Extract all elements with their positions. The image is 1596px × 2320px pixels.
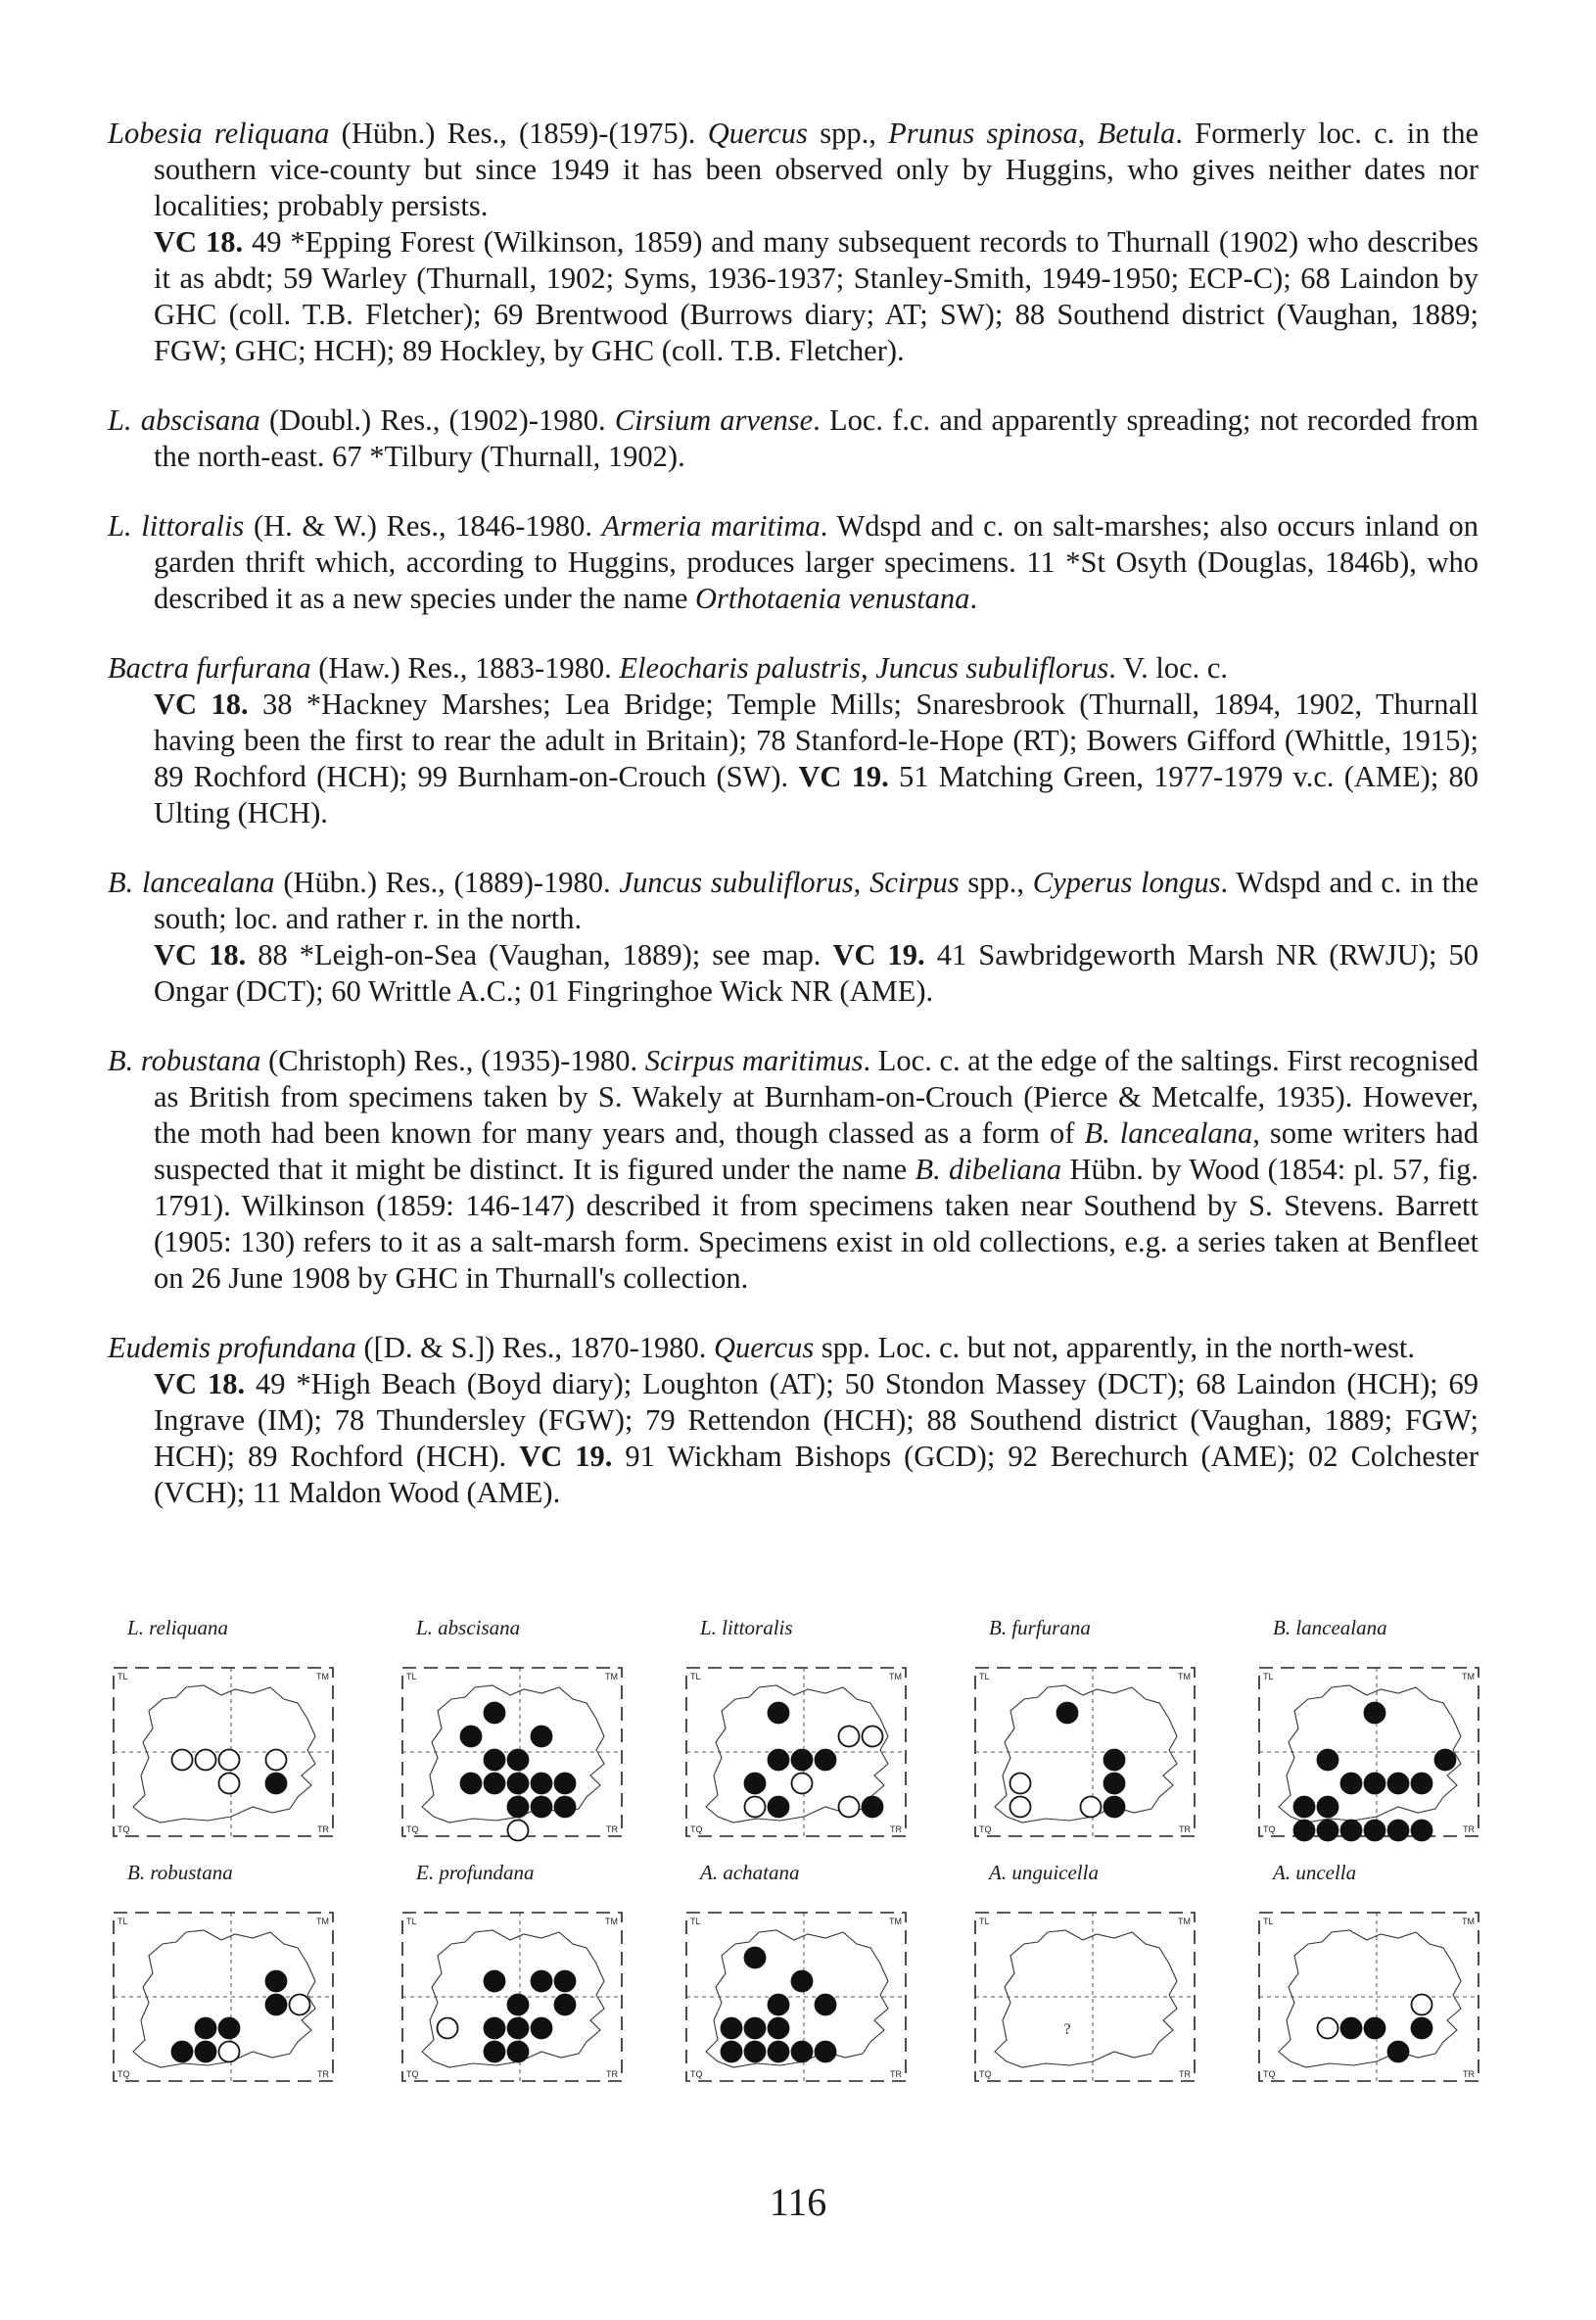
map-svg (967, 1905, 1202, 2091)
record-dot-filled (508, 1797, 529, 1818)
record-dot-filled (816, 1750, 836, 1771)
grid-corner-label: TR (890, 1824, 902, 1834)
uncertain-record-mark: ? (1063, 2021, 1071, 2038)
grid-corner-label: TR (890, 2069, 902, 2079)
record-dot-filled (769, 1797, 789, 1818)
grid-corner-label: TQ (690, 1824, 703, 1834)
record-dot-filled (485, 1774, 505, 1794)
record-dot-filled (555, 1797, 576, 1818)
records-paragraph: VC 18. 49 *Epping Forest (Wilkinson, 1859) and many subsequent records to Thurnall (1902) who describes it as abdt; 59 Warley (Thurnall, 1902; Syms, 1936-1937; Stanley-Smith, 1949-1950; ECP-C); 68 Laindon by GHC (coll. T.B. Fletcher); 69 Brentwood (Burrows diary; AT; SW); 88 Southend district (Vaughan, 1889; FGW; GHC; HCH); 89 Hockley, by GHC (coll. T.B. Fletcher). (154, 225, 1479, 367)
distribution-map (1251, 1905, 1486, 2091)
record-dot-filled (1341, 2018, 1362, 2039)
species-entry-furfurana (108, 650, 1479, 831)
record-dot-filled (1057, 1703, 1078, 1724)
record-dot-filled (219, 2018, 240, 2039)
record-dot-filled (1365, 1774, 1385, 1794)
record-dot-filled (266, 1995, 287, 2015)
grid-corner-label: TL (690, 1672, 701, 1681)
record-dot-filled (1435, 1750, 1456, 1771)
record-dot-filled (555, 1995, 576, 2015)
species-heading-paragraph: L. abscisana (Doubl.) Res., (1902)-1980. Cirsium arvense. Loc. f.c. and apparently spreading; not recorded from the north-east. 67 *Tilbury (Thurnall, 1902). (108, 403, 1479, 473)
record-dot-filled (485, 2018, 505, 2039)
record-dot-filled (1318, 1797, 1338, 1818)
map-svg (106, 1660, 341, 1846)
map-label: B. furfurana (989, 1616, 1091, 1639)
species-entry-profundana (108, 1330, 1479, 1511)
grid-corner-label: TR (317, 2069, 329, 2079)
record-dot-open (839, 1797, 860, 1818)
record-dot-filled (1294, 1797, 1315, 1818)
record-dot-filled (266, 1774, 287, 1794)
grid-corner-label: TR (606, 1824, 618, 1834)
record-dot-filled (1341, 1821, 1362, 1841)
grid-corner-label: TQ (979, 1824, 992, 1834)
county-outline (995, 1930, 1177, 2067)
record-dot-filled (1318, 1821, 1338, 1841)
distribution-map (395, 1905, 630, 2091)
record-dot-open (219, 1774, 240, 1794)
grid-corner-label: TM (1462, 1917, 1475, 1926)
record-dot-open (1010, 1774, 1031, 1794)
map-label: L. littoralis (700, 1616, 793, 1639)
record-dot-filled (485, 1971, 505, 1992)
map-label: L. reliquana (127, 1616, 229, 1639)
record-dot-filled (532, 1774, 552, 1794)
record-dot-filled (745, 2018, 766, 2039)
record-dot-filled (485, 1750, 505, 1771)
species-heading-paragraph: Eudemis profundana ([D. & S.]) Res., 1870-1980. Quercus spp. Loc. c. but not, apparently, in the north-west. (108, 1331, 1416, 1364)
species-entry-littoralis (108, 508, 1479, 617)
grid-corner-label: TM (889, 1917, 902, 1926)
record-dot-filled (1412, 1774, 1432, 1794)
record-dot-filled (769, 1703, 789, 1724)
record-dot-filled (1365, 2018, 1385, 2039)
map-svg (967, 1660, 1202, 1846)
record-dot-filled (508, 2018, 529, 2039)
record-dot-filled (555, 1774, 576, 1794)
map-label: A. achatana (700, 1861, 800, 1884)
record-dot-filled (485, 1703, 505, 1724)
map-label: A. uncella (1273, 1861, 1357, 1884)
record-dot-filled (532, 1797, 552, 1818)
species-entry-robustana (108, 1043, 1479, 1297)
grid-corner-label: TR (1179, 1824, 1191, 1834)
map-svg (395, 1905, 630, 2091)
map-svg (679, 1660, 914, 1846)
record-dot-filled (532, 1971, 552, 1992)
species-heading-paragraph: Lobesia reliquana (Hübn.) Res., (1859)-(1975). Quercus spp., Prunus spinosa, Betula. Formerly loc. c. in the southern vice-county but since 1949 it has been observed only by Huggins, who gives neither dates nor localities; probably persists. (108, 117, 1479, 222)
record-dot-open (290, 1995, 310, 2015)
record-dot-filled (816, 1995, 836, 2015)
grid-corner-label: TL (979, 1672, 990, 1681)
record-dot-filled (1388, 1774, 1409, 1794)
grid-corner-label: TR (606, 2069, 618, 2079)
record-dot-filled (1365, 1821, 1385, 1841)
grid-corner-label: TM (605, 1917, 618, 1926)
grid-corner-label: TL (690, 1917, 701, 1926)
record-dot-filled (1388, 1821, 1409, 1841)
map-label: B. robustana (127, 1861, 233, 1884)
species-text (108, 116, 1479, 1544)
grid-corner-label: TQ (117, 2069, 130, 2079)
map-label: A. unguicella (989, 1861, 1099, 1884)
distribution-map (967, 1905, 1202, 2091)
grid-corner-label: TM (605, 1672, 618, 1681)
map-svg (395, 1660, 630, 1846)
record-dot-open (792, 1774, 813, 1794)
record-dot-filled (722, 2018, 742, 2039)
record-dot-filled (196, 2018, 216, 2039)
record-dot-filled (792, 1750, 813, 1771)
record-dot-filled (792, 2042, 813, 2062)
species-heading-paragraph: B. lancealana (Hübn.) Res., (1889)-1980. Juncus subuliflorus, Scirpus spp., Cyperus longus. Wdspd and c. in the south; loc. and rather r. in the north. (108, 866, 1479, 935)
records-paragraph: VC 18. 38 *Hackney Marshes; Lea Bridge; Temple Mills; Snaresbrook (Thurnall, 1894, 1902, Thurnall having been the first to rear the adult in Britain); 78 Stanford-le-Hope (RT); Bowers Gifford (Whittle, 1915); 89 Rochford (HCH); 99 Burnham-on-Crouch (SW). VC 19. 51 Matching Green, 1977-1979 v.c. (AME); 80 Ulting (HCH). (154, 687, 1479, 829)
record-dot-open (508, 1821, 529, 1841)
species-heading-paragraph: L. littoralis (H. & W.) Res., 1846-1980. Armeria maritima. Wdspd and c. on salt-marshes; also occurs inland on garden thrift which, according to Huggins, produces larger specimens. 11 *St Osyth (Douglas, 1846b), who described it as a new species under the name Orthotaenia venustana. (108, 509, 1479, 615)
distribution-map (1251, 1660, 1486, 1846)
record-dot-filled (769, 2042, 789, 2062)
grid-corner-label: TQ (117, 1824, 130, 1834)
record-dot-filled (745, 2042, 766, 2062)
species-entry-abscisana (108, 402, 1479, 475)
record-dot-open (745, 1797, 766, 1818)
record-dot-open (1010, 1797, 1031, 1818)
map-svg (1251, 1905, 1486, 2091)
record-dot-filled (461, 1774, 482, 1794)
records-paragraph: VC 18. 49 *High Beach (Boyd diary); Loughton (AT); 50 Stondon Massey (DCT); 68 Laindon (HCH); 69 Ingrave (IM); 78 Thundersley (FGW); 79 Rettendon (HCH); 88 Southend district (Vaughan, 1889; FGW; HCH); 89 Rochford (HCH). VC 19. 91 Wickham Bishops (GCD); 92 Berechurch (AME); 02 Colchester (VCH); 11 Maldon Wood (AME). (154, 1367, 1479, 1509)
record-dot-filled (1104, 1797, 1125, 1818)
record-dot-filled (532, 2018, 552, 2039)
record-dot-filled (769, 1750, 789, 1771)
grid-corner-label: TQ (979, 2069, 992, 2079)
record-dot-open (219, 2042, 240, 2062)
record-dot-filled (1318, 1750, 1338, 1771)
record-dot-open (219, 1750, 240, 1771)
map-svg (1251, 1660, 1486, 1846)
grid-corner-label: TL (1263, 1917, 1274, 1926)
record-dot-open (438, 2018, 458, 2039)
record-dot-filled (508, 1774, 529, 1794)
map-label: E. profundana (416, 1861, 535, 1884)
grid-corner-label: TM (1178, 1917, 1191, 1926)
record-dot-open (1318, 2018, 1338, 2039)
grid-corner-label: TM (316, 1672, 329, 1681)
species-entry-lancealana (108, 865, 1479, 1010)
record-dot-filled (555, 1971, 576, 1992)
species-entry-reliquana (108, 116, 1479, 369)
record-dot-filled (1294, 1821, 1315, 1841)
county-outline (1279, 1930, 1461, 2067)
record-dot-filled (863, 1797, 883, 1818)
record-dot-filled (485, 2042, 505, 2062)
distribution-map (679, 1905, 914, 2091)
record-dot-filled (508, 1750, 529, 1771)
grid-corner-label: TM (889, 1672, 902, 1681)
record-dot-filled (816, 2042, 836, 2062)
distribution-map (106, 1660, 341, 1846)
grid-corner-label: TQ (406, 1824, 419, 1834)
record-dot-filled (508, 2042, 529, 2062)
record-dot-open (839, 1727, 860, 1747)
distribution-map (967, 1660, 1202, 1846)
record-dot-open (266, 1750, 287, 1771)
grid-corner-label: TQ (406, 2069, 419, 2079)
grid-corner-label: TL (117, 1917, 128, 1926)
grid-corner-label: TQ (690, 2069, 703, 2079)
grid-corner-label: TR (317, 1824, 329, 1834)
map-svg (106, 1905, 341, 2091)
grid-corner-label: TL (979, 1917, 990, 1926)
distribution-map (395, 1660, 630, 1846)
grid-corner-label: TQ (1263, 1824, 1276, 1834)
record-dot-filled (532, 1727, 552, 1747)
grid-corner-label: TR (1179, 2069, 1191, 2079)
record-dot-filled (1365, 1703, 1385, 1724)
species-heading-paragraph: B. robustana (Christoph) Res., (1935)-1980. Scirpus maritimus. Loc. c. at the edge of the saltings. First recognised as British from specimens taken by S. Wakely at Burnham-on-Crouch (Pierce & Metcalfe, 1935). However, the moth had been known for many years and, though classed as a form of B. lancealana, some writers had suspected that it might be distinct. It is figured under the name B. dibeliana Hübn. by Wood (1854: pl. 57, fig. 1791). Wilkinson (1859: 146-147) described it from specimens taken near Southend by S. Stevens. Barrett (1905: 130) refers to it as a salt-marsh form. Specimens exist in old collections, e.g. a series taken at Benfleet on 26 June 1908 by GHC in Thurnall's collection. (108, 1044, 1479, 1295)
record-dot-filled (1104, 1750, 1125, 1771)
grid-corner-label: TL (117, 1672, 128, 1681)
grid-corner-label: TR (1463, 1824, 1475, 1834)
map-svg (679, 1905, 914, 2091)
grid-corner-label: TQ (1263, 2069, 1276, 2079)
record-dot-open (196, 1750, 216, 1771)
record-dot-filled (745, 1948, 766, 1968)
record-dot-filled (745, 1774, 766, 1794)
record-dot-filled (1341, 1774, 1362, 1794)
record-dot-filled (769, 2018, 789, 2039)
record-dot-filled (508, 1995, 529, 2015)
grid-corner-label: TL (1263, 1672, 1274, 1681)
record-dot-filled (769, 1995, 789, 2015)
record-dot-filled (792, 1971, 813, 1992)
distribution-map (679, 1660, 914, 1846)
grid-corner-label: TM (316, 1917, 329, 1926)
records-paragraph: VC 18. 88 *Leigh-on-Sea (Vaughan, 1889); see map. VC 19. 41 Sawbridgeworth Marsh NR (RWJU); 50 Ongar (DCT); 60 Writtle A.C.; 01 Fingringhoe Wick NR (AME). (154, 938, 1479, 1008)
grid-corner-label: TM (1178, 1672, 1191, 1681)
record-dot-filled (1388, 2042, 1409, 2062)
species-heading-paragraph: Bactra furfurana (Haw.) Res., 1883-1980. Eleocharis palustris, Juncus subuliflorus. V. loc. c. (108, 651, 1229, 685)
page-number: 116 (769, 2180, 827, 2224)
grid-corner-label: TR (1463, 2069, 1475, 2079)
record-dot-filled (1104, 1774, 1125, 1794)
record-dot-open (1081, 1797, 1102, 1818)
grid-corner-label: TL (406, 1917, 417, 1926)
record-dot-open (863, 1727, 883, 1747)
record-dot-filled (722, 2042, 742, 2062)
record-dot-filled (172, 2042, 193, 2062)
record-dot-filled (196, 2042, 216, 2062)
record-dot-filled (266, 1971, 287, 1992)
record-dot-filled (1412, 2018, 1432, 2039)
map-label: L. abscisana (416, 1616, 521, 1639)
record-dot-open (1412, 1995, 1432, 2015)
grid-corner-label: TL (406, 1672, 417, 1681)
record-dot-filled (461, 1727, 482, 1747)
grid-corner-label: TM (1462, 1672, 1475, 1681)
record-dot-filled (1412, 1821, 1432, 1841)
record-dot-open (172, 1750, 193, 1771)
distribution-map (106, 1905, 341, 2091)
map-label: B. lancealana (1273, 1616, 1387, 1639)
